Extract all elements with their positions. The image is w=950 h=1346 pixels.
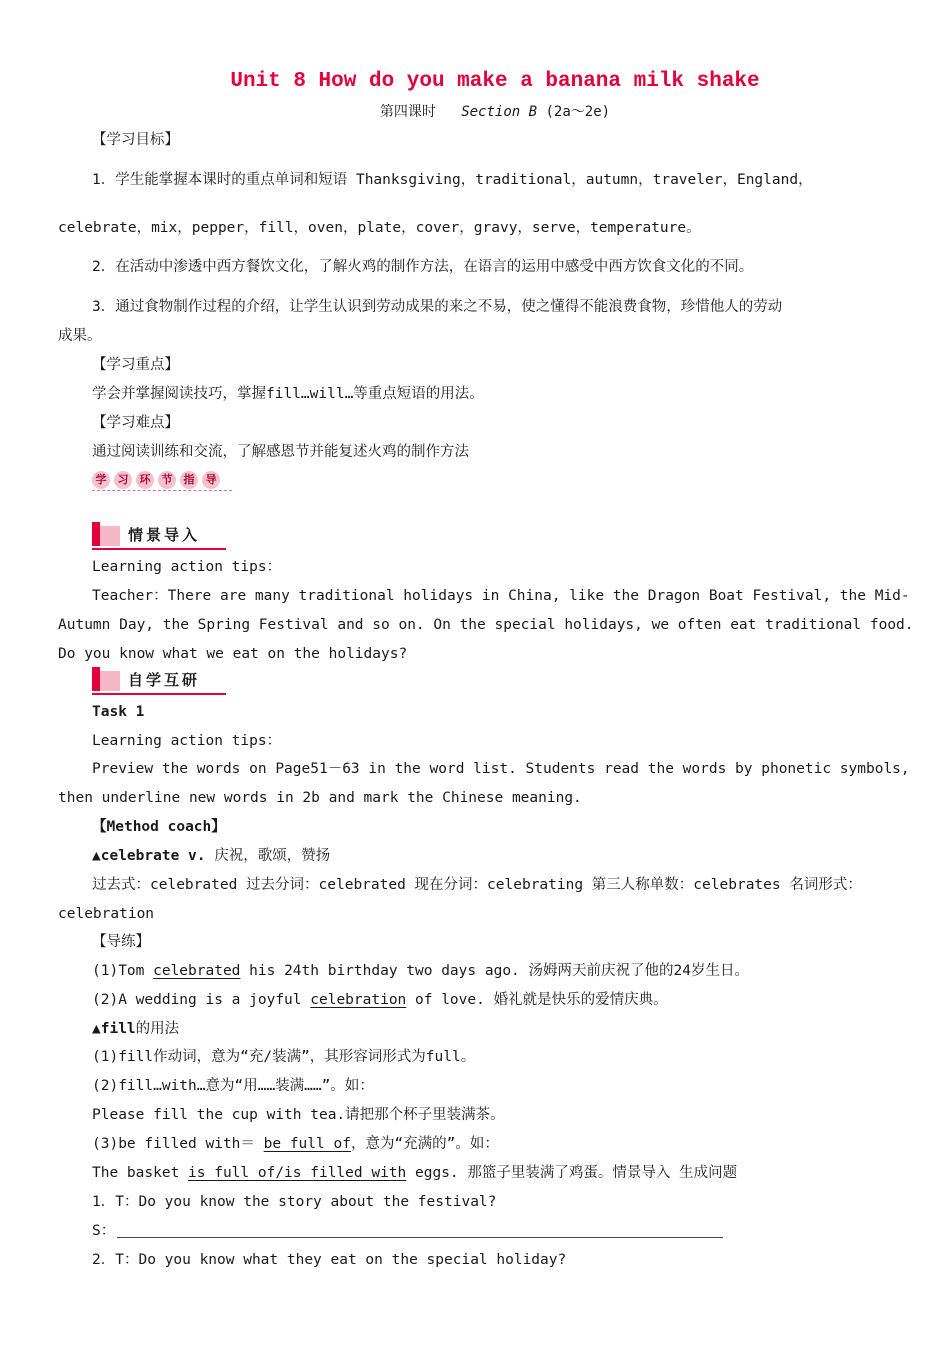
guide-char: 学 [92,471,110,489]
celebrate-meaning: 庆祝，歌颂，赞扬 [205,848,331,864]
task-paragraph-line1: Preview the words on Page51－63 in the word list. Students read the words by phonetic symbols, [92,761,910,777]
objective-2: 2．在活动中渗透中西方餐饮文化，了解火鸡的制作方法，在语言的运用中感受中西方饮食文化的不同。 [92,259,754,275]
objectives-header: 【学习目标】 [92,132,179,148]
intro-tips: Learning action tips： [92,559,282,575]
usage-text: ，意为“充满的”。如： [350,1136,499,1152]
task-title: Task 1 [92,704,145,720]
usage-text: eggs. 那篮子里装满了鸡蛋。情景导入 生成问题 [406,1165,738,1181]
exercise-1 [92,961,749,981]
difficulties-text: 通过阅读训练和交流，了解感恩节并能复述火鸡的制作方法 [92,444,469,460]
fill-usage-3 [92,1134,499,1154]
fill-usage-2: (2)fill…with…意为“用……装满……”。如： [92,1078,374,1094]
fill-usage-2-example: Please fill the cup with tea.请把那个杯子里装满茶。 [92,1107,505,1123]
lesson-number: 第四课时 [379,104,436,120]
exercise-text: (2)A wedding is a joyful [92,992,311,1008]
celebrate-forms-line2: celebration [58,906,155,922]
page-title: Unit 8 How do you make a banana milk shake [230,70,760,93]
exercise-answer: celebrated [153,963,241,979]
objective-3-line2: 成果。 [58,328,102,344]
exercise-text: of love. 婚礼就是快乐的爱情庆典。 [406,992,668,1008]
fill-usage-3-example [92,1163,737,1183]
usage-text: (3)be filled with＝ [92,1136,264,1152]
guide-char: 导 [202,471,220,489]
section-heading-self-study [92,667,226,695]
fill-heading-text: 的用法 [135,1021,180,1037]
guide-char: 环 [136,471,154,489]
exercise-text: his 24th birthday two days ago. 汤姆两天前庆祝了他的24岁生日。 [240,963,749,979]
celebrate-forms-line1: 过去式：celebrated 过去分词：celebrated 现在分词：celebrating 第三人称单数：celebrates 名词形式： [92,877,862,893]
objective-1-line1: 1．学生能掌握本课时的重点单词和短语 Thanksgiving，traditional，autumn，traveler，England， [92,172,813,188]
guide-char: 习 [114,471,132,489]
objective-3-line1: 3．通过食物制作过程的介绍，让学生认识到劳动成果的来之不易，使之懂得不能浪费食物，珍惜他人的劳动 [92,299,783,315]
guide-char: 指 [180,471,198,489]
study-guide-banner [92,468,232,492]
keypoints-header: 【学习重点】 [92,357,179,373]
difficulties-header: 【学习难点】 [92,415,179,431]
lesson-subtitle [0,101,950,121]
answer-blank-line[interactable] [117,1237,723,1238]
fill-usage-1: (1)fill作动词，意为“充/装满”，其形容词形式为full。 [92,1049,476,1065]
usage-answer: is full of/is filled with [188,1165,407,1181]
section-range: (2a～2e) [545,104,611,120]
guide-divider [92,490,232,491]
fill-headword: ▲fill [92,1021,136,1037]
usage-text: The basket [92,1165,189,1181]
section-heading-intro [92,522,226,550]
question-1: 1．T：Do you know the story about the festival? [92,1194,497,1210]
section-label: 情景导入 [128,526,201,544]
fill-usage-heading [92,1019,179,1039]
usage-answer: be full of [263,1136,351,1152]
intro-paragraph-line1: Teacher：There are many traditional holidays in China, like the Dragon Boat Festival, the Mid- [92,588,910,604]
question-2: 2．T：Do you know what they eat on the special holiday? [92,1252,567,1268]
task-paragraph-line2: then underline new words in 2b and mark the Chinese meaning. [58,790,582,806]
objective-1-line2: celebrate，mix，pepper，fill，oven，plate，cover，gravy，serve，temperature。 [58,220,701,236]
celebrate-headword: ▲celebrate v. [92,848,206,864]
exercise-answer: celebration [310,992,407,1008]
guide-char: 节 [158,471,176,489]
exercise-2 [92,990,668,1010]
intro-paragraph-line3: Do you know what we eat on the holidays? [58,646,408,662]
section-name: Section B [461,104,538,120]
celebrate-entry [92,846,330,866]
intro-paragraph-line2: Autumn Day, the Spring Festival and so on. On the special holidays, we often eat traditional food. [58,617,914,633]
student-answer-label: S： [92,1223,116,1239]
section-label: 自学互研 [128,671,201,689]
keypoints-text: 学会并掌握阅读技巧，掌握fill…will…等重点短语的用法。 [92,386,484,402]
task-tips: Learning action tips： [92,733,282,749]
practice-header: 【导练】 [92,934,150,950]
method-coach-header: 【Method coach】 [92,819,226,835]
exercise-text: (1)Tom [92,963,154,979]
